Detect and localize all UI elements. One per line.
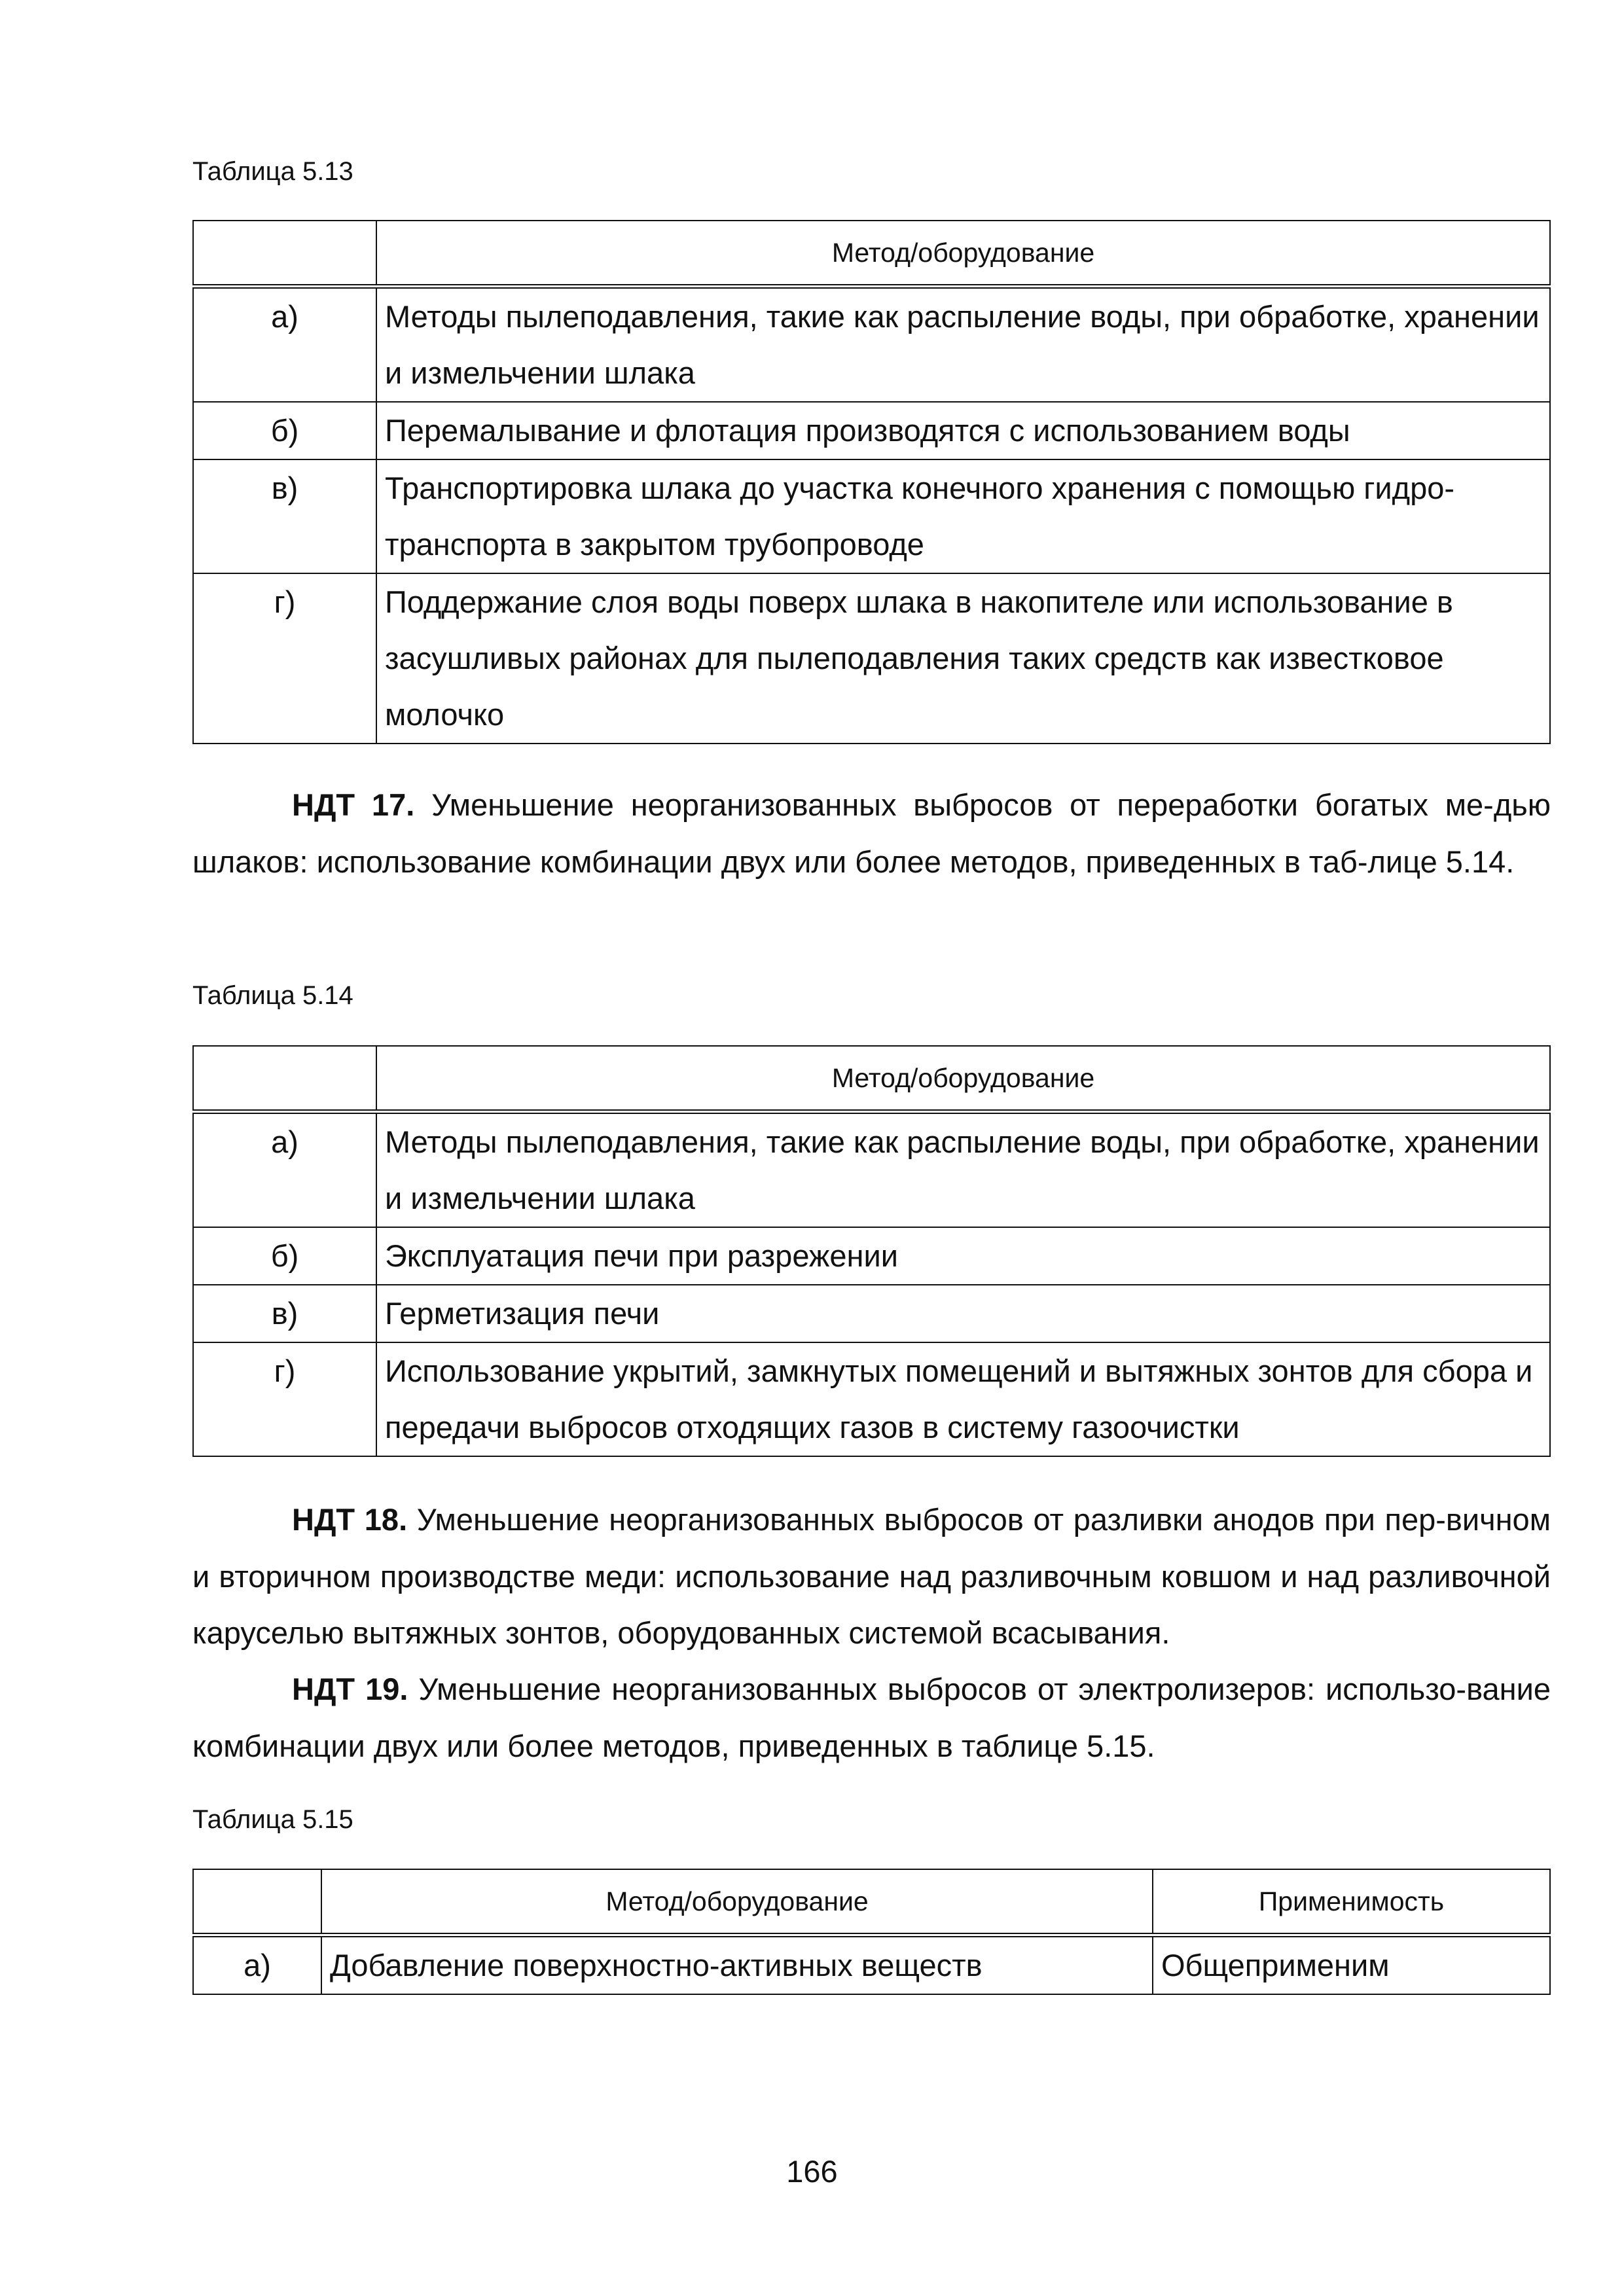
- header-method-cell: Метод/оборудование: [321, 1869, 1153, 1935]
- row-applicability: Общеприменим: [1153, 1935, 1550, 1995]
- ndt-18-paragraph: [192, 1492, 1551, 1662]
- table-row: [193, 1285, 1550, 1342]
- row-text: Использование укрытий, замкнутых помещений и вытяжных зонтов для сбора и передачи выбросов отходящих газов в систему газоочистки: [376, 1342, 1550, 1456]
- row-text: Герметизация печи: [376, 1285, 1550, 1342]
- page-number: 166: [786, 2154, 838, 2189]
- ndt-17-label: НДТ 17.: [292, 787, 415, 822]
- table-row: [193, 402, 1550, 459]
- ndt-19-label: НДТ 19.: [292, 1672, 408, 1706]
- row-text: Эксплуатация печи при разрежении: [376, 1227, 1550, 1285]
- header-method-cell: Метод/оборудование: [376, 221, 1550, 287]
- row-text: Добавление поверхностно-активных веществ: [321, 1935, 1153, 1995]
- ndt-19-paragraph: [192, 1661, 1551, 1774]
- row-text: Методы пылеподавления, такие как распыление воды, при обработке, хранении и измельчении шлака: [376, 1112, 1550, 1228]
- row-mark: в): [193, 1285, 376, 1342]
- header-method-cell: Метод/оборудование: [376, 1046, 1550, 1112]
- ndt-18-text: Уменьшение неорганизованных выбросов от разливки анодов при пер-вичном и вторичном производстве меди: использование над разливочным ковшом и над разливочной каруселью вытяжных зонтов, оборудованных системой всасывания.: [192, 1502, 1551, 1650]
- table-5-14-caption: Таблица 5.14: [192, 981, 353, 1010]
- table-row: [193, 1342, 1550, 1456]
- table-row: [193, 287, 1550, 403]
- row-mark: г): [193, 1342, 376, 1456]
- header-mark-cell: [193, 1869, 321, 1935]
- table-5-15-caption: Таблица 5.15: [192, 1805, 353, 1834]
- ndt-19-text: Уменьшение неорганизованных выбросов от электролизеров: использо-вание комбинации двух или более методов, приведенных в таблице 5.15.: [192, 1672, 1551, 1763]
- header-mark-cell: [193, 1046, 376, 1112]
- row-mark: а): [193, 287, 376, 403]
- table-5-13-caption: Таблица 5.13: [192, 157, 353, 186]
- row-mark: а): [193, 1935, 321, 1995]
- table-5-13: [192, 220, 1551, 744]
- table-row: [193, 573, 1550, 744]
- ndt-18-label: НДТ 18.: [292, 1502, 408, 1537]
- row-mark: г): [193, 573, 376, 744]
- table-5-14: [192, 1045, 1551, 1457]
- table-header-row: [193, 1869, 1550, 1935]
- table-row: [193, 1227, 1550, 1285]
- table-header-row: [193, 1046, 1550, 1112]
- row-text: Перемалывание и флотация производятся с использованием воды: [376, 402, 1550, 459]
- row-mark: б): [193, 1227, 376, 1285]
- row-mark: в): [193, 459, 376, 573]
- table-row: [193, 1935, 1550, 1995]
- ndt-17-paragraph: [192, 777, 1551, 890]
- row-mark: а): [193, 1112, 376, 1228]
- header-applicability-cell: Применимость: [1153, 1869, 1550, 1935]
- table-header-row: [193, 221, 1550, 287]
- row-text: Методы пылеподавления, такие как распыление воды, при обработке, хранении и измельчении шлака: [376, 287, 1550, 403]
- table-row: [193, 459, 1550, 573]
- header-mark-cell: [193, 221, 376, 287]
- table-row: [193, 1112, 1550, 1228]
- row-mark: б): [193, 402, 376, 459]
- row-text: Поддержание слоя воды поверх шлака в накопителе или использование в засушливых районах для пылеподавления таких средств как известковое молочко: [376, 573, 1550, 744]
- ndt-17-text: Уменьшение неорганизованных выбросов от переработки богатых ме-дью шлаков: использование комбинации двух или более методов, приведенных в таб-лице 5.14.: [192, 787, 1551, 879]
- table-5-15: [192, 1869, 1551, 1995]
- row-text: Транспортировка шлака до участка конечного хранения с помощью гидро-транспорта в закрытом трубопроводе: [376, 459, 1550, 573]
